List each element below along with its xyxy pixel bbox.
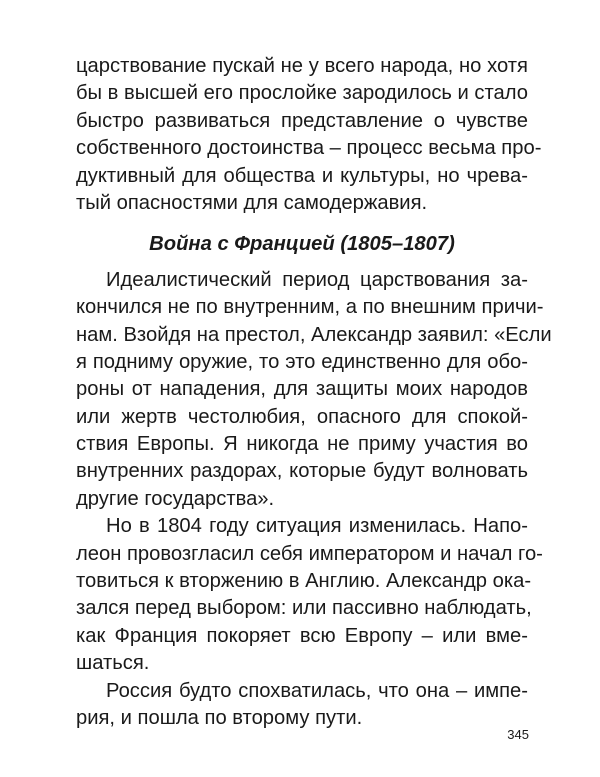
text-line: ствия Европы. Я никогда не приму участия во [76,433,528,456]
text-line: быстро развиваться представление о чувстве [76,109,528,132]
paragraph-continuation [76,53,542,217]
text-line: бы в высшей его прослойке зародилось и стало [76,82,528,105]
text-line: внутренних раздорах, которые будут волновать [76,460,528,483]
text-line: шаться. [76,652,150,675]
text-line: нам. Взойдя на престол, Александр заявил: «Если [76,323,552,346]
text-line: дуктивный для общества и культуры, но чрева- [76,164,528,187]
text-line: Россия будто спохватилась, что она – импе- [106,679,528,702]
text-line: другие государства». [76,487,275,510]
text-line: Идеалистический период царствования за- [106,268,528,291]
text-line: Но в 1804 году ситуация изменилась. Напо- [106,515,528,538]
section-heading: Война с Францией (1805–1807) [149,233,455,256]
text-line: рия, и пошла по второму пути. [76,706,363,729]
text-line: товиться к вторжению в Англию. Александр ока- [76,570,532,593]
text-line: зался перед выбором: или пассивно наблюдать, [76,597,532,620]
paragraph-idealistic-period [76,267,552,514]
paragraph-1804 [76,513,543,677]
text-line: собственного достоинства – процесс весьма про- [76,137,542,160]
text-line: роны от нападения, для защиты моих народов [76,378,528,401]
text-line: я подниму оружие, то это единственно для обо- [76,350,528,373]
text-line: или жертв честолюбия, опасного для спокой- [76,405,528,428]
page-number: 345 [507,727,529,742]
text-line: леон провозгласил себя императором и начал го- [76,542,543,565]
paragraph-russia [76,678,528,733]
text-line: царствование пускай не у всего народа, но хотя [76,55,528,77]
page-body [76,53,552,732]
text-line: кончился не по внутренним, а по внешним причи- [76,296,544,319]
text-line: как Франция покоряет всю Европу – или вме- [76,624,528,647]
text-line: тый опасностями для самодержавия. [76,191,428,214]
